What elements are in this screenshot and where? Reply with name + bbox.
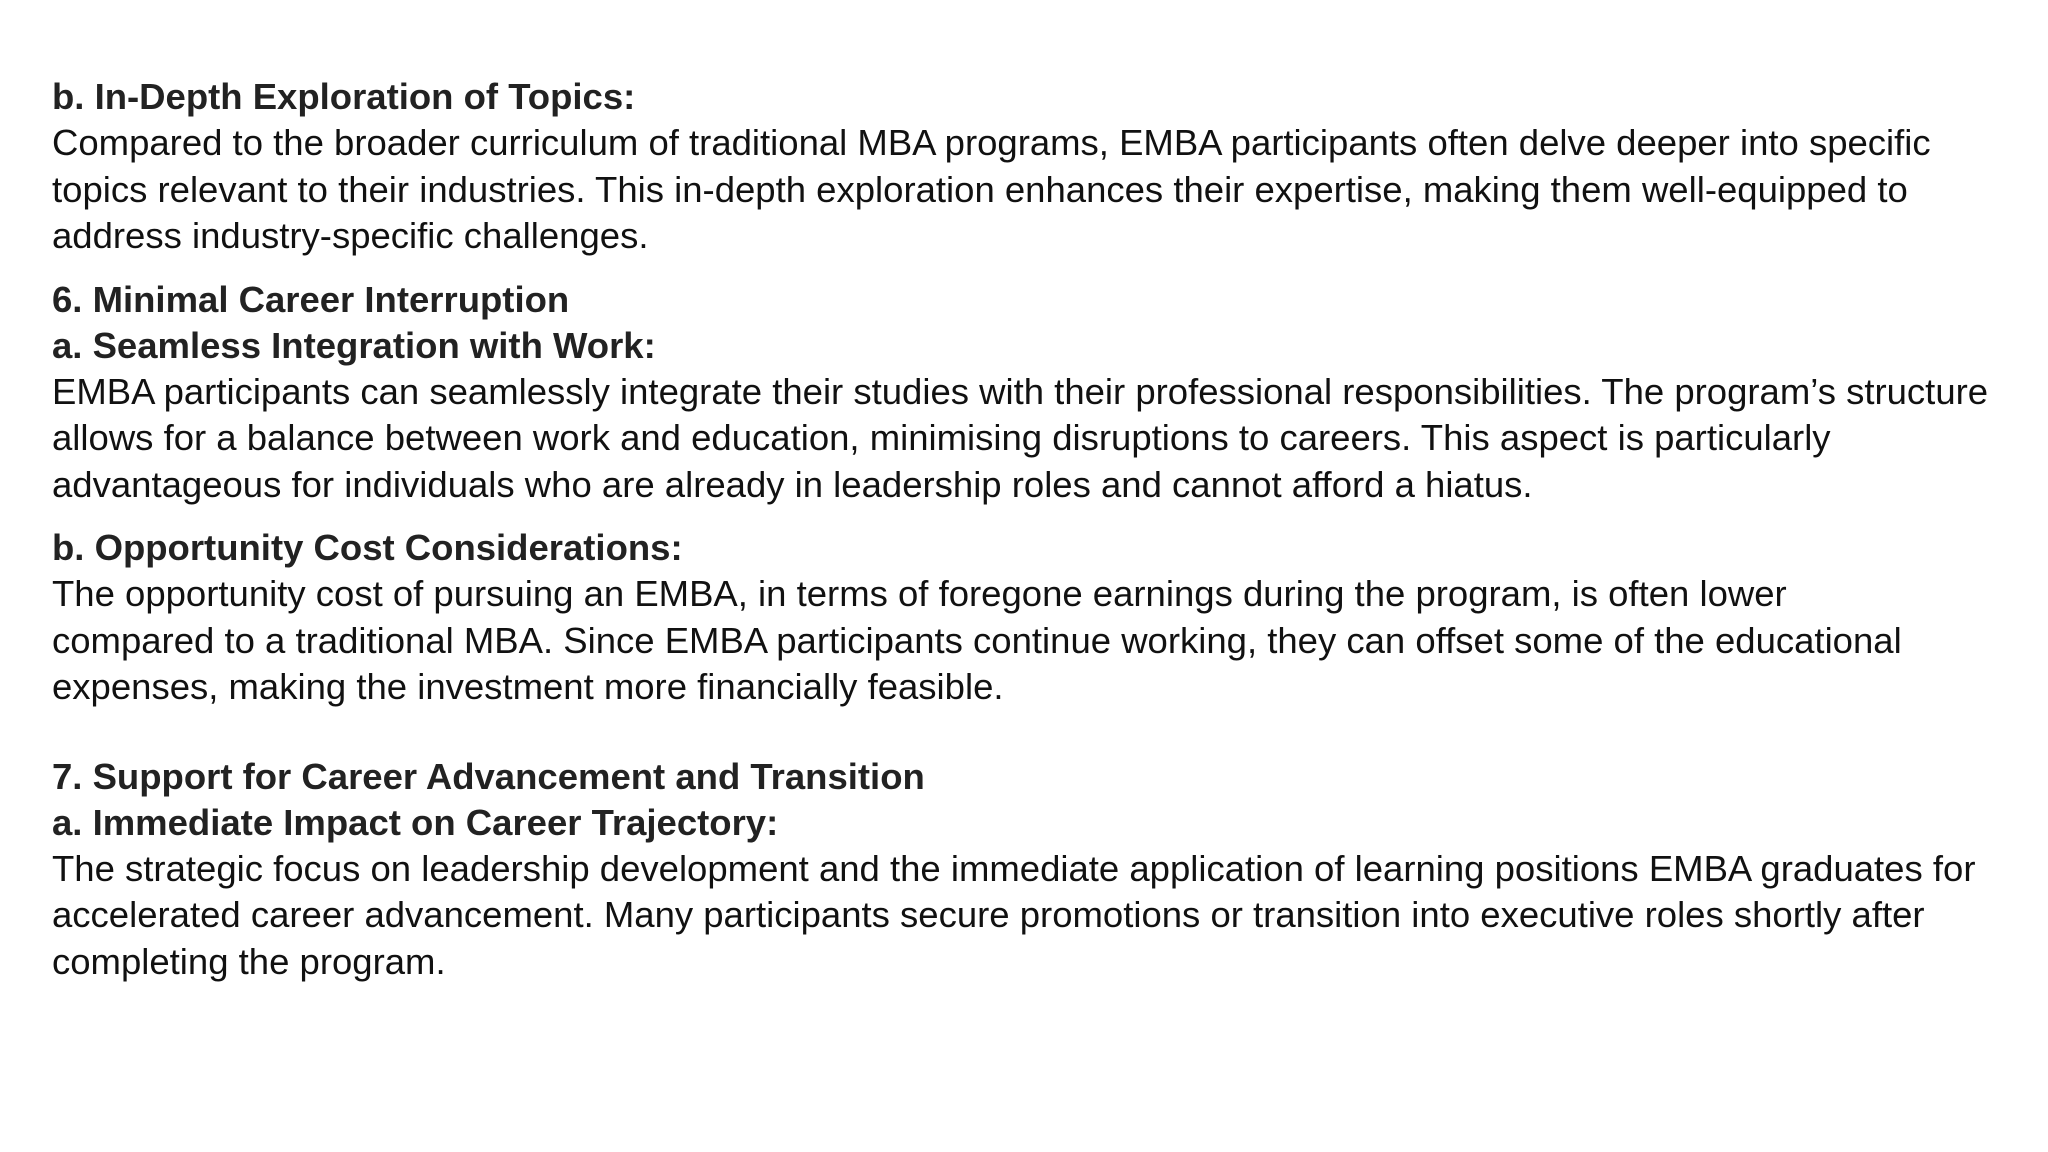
section-career-advancement <box>52 754 2012 986</box>
paragraph-opportunity-cost: The opportunity cost of pursuing an EMBA, in terms of foregone earnings during the program, is often lower compared to a traditional MBA. Since EMBA participants continue working, they can offset some of the educational expenses, making the investment more financially feasible. <box>52 573 1902 707</box>
document-page <box>52 74 2012 985</box>
subheading-in-depth-exploration: b. In-Depth Exploration of Topics: <box>52 76 636 117</box>
paragraph-seamless-integration: EMBA participants can seamlessly integrate their studies with their professional responsibilities. The program’s structure allows for a balance between work and education, minimising disruptions to careers. This aspect is particularly advantageous for individuals who are already in leadership roles and cannot afford a hiatus. <box>52 370 1989 505</box>
paragraph-in-depth-exploration: Compared to the broader curriculum of traditional MBA programs, EMBA participants often delve deeper into specific topics relevant to their industries. This in-depth exploration enhances their expertise, making them well-equipped to address industry-specific challenges. <box>52 122 1931 256</box>
section-opportunity-cost <box>52 525 2012 711</box>
paragraph-immediate-impact: The strategic focus on leadership development and the immediate application of learning positions EMBA graduates for accelerated career advancement. Many participants secure promotions or transition into executive roles shortly after completing the program. <box>52 847 1976 982</box>
heading-minimal-career-interruption: 6. Minimal Career Interruption <box>52 278 570 320</box>
subheading-opportunity-cost: b. Opportunity Cost Considerations: <box>52 527 683 568</box>
subheading-seamless-integration: a. Seamless Integration with Work: <box>52 324 656 366</box>
section-in-depth-exploration <box>52 74 2012 260</box>
section-minimal-career-interruption <box>52 277 2012 509</box>
subheading-immediate-impact: a. Immediate Impact on Career Trajectory: <box>52 801 779 843</box>
heading-career-advancement: 7. Support for Career Advancement and Transition <box>52 755 925 797</box>
